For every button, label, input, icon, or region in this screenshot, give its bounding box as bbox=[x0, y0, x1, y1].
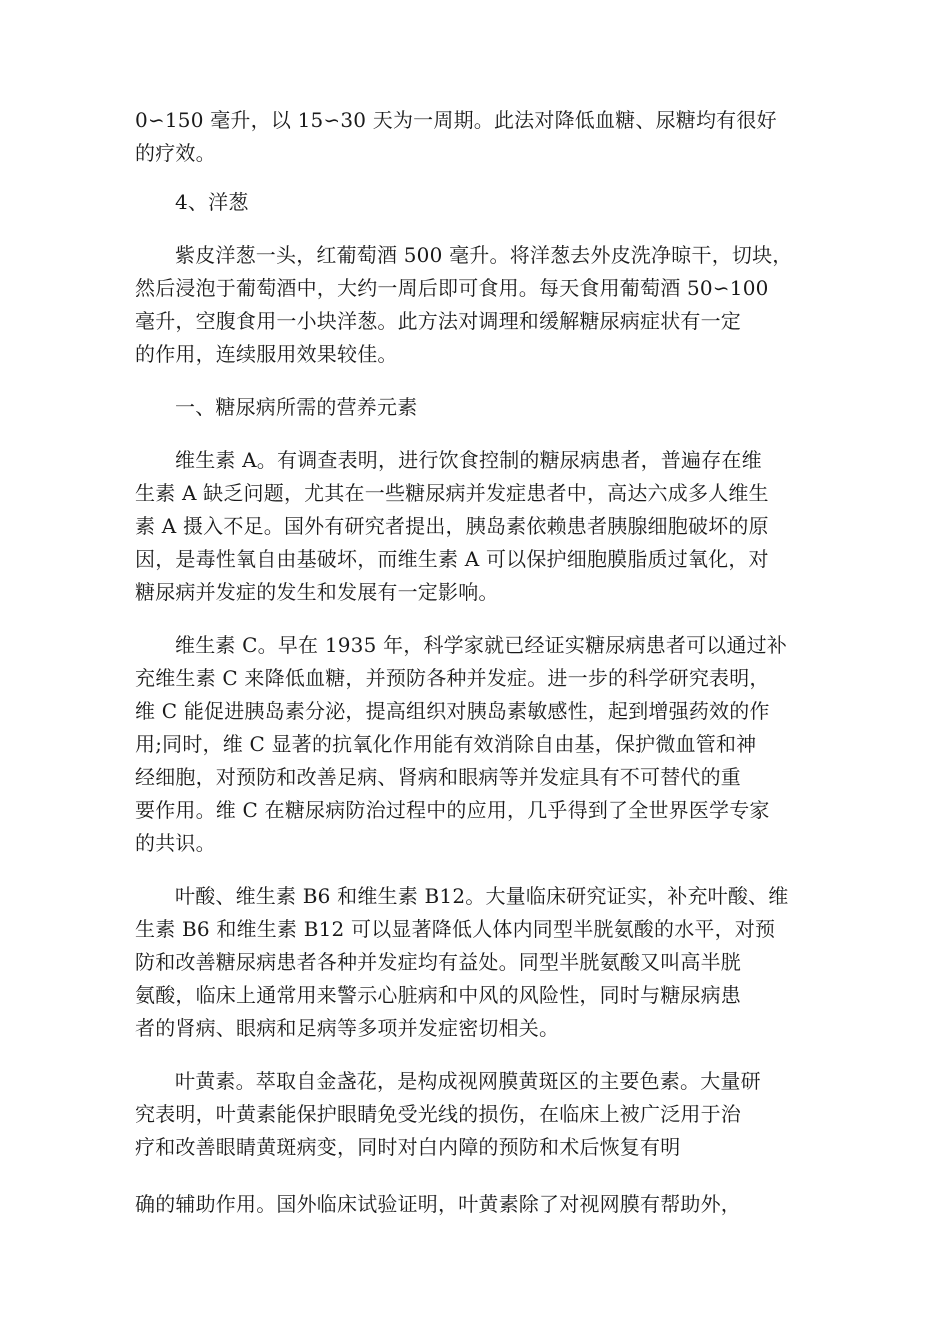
section-heading-onion bbox=[135, 186, 825, 219]
text-line: 然后浸泡于葡萄酒中，大约一周后即可食用。每天食用葡萄酒 50∽100 bbox=[135, 276, 769, 300]
text-line: 毫升，空腹食用一小块洋葱。此方法对调理和缓解糖尿病症状有一定 bbox=[135, 309, 741, 333]
text-line: 经细胞，对预防和改善足病、肾病和眼病等并发症具有不可替代的重 bbox=[135, 765, 741, 789]
text-line: 糖尿病并发症的发生和发展有一定影响。 bbox=[135, 580, 499, 604]
text-line: 4、洋葱 bbox=[175, 190, 249, 214]
text-line: 充维生素 C 来降低血糖，并预防各种并发症。进一步的科学研究表明， bbox=[135, 666, 770, 690]
text-line: 维 C 能促进胰岛素分泌，提高组织对胰岛素敏感性，起到增强药效的作 bbox=[135, 699, 770, 723]
text-line: 的作用，连续服用效果较佳。 bbox=[135, 342, 398, 366]
text-line: 紫皮洋葱一头，红葡萄酒 500 毫升。将洋葱去外皮洗净晾干，切块， bbox=[175, 243, 793, 267]
text-line: 生素 B6 和维生素 B12 可以显著降低人体内同型半胱氨酸的水平，对预 bbox=[135, 917, 776, 941]
text-line: 者的肾病、眼病和足病等多项并发症密切相关。 bbox=[135, 1016, 560, 1040]
text-line: 用;同时，维 C 显著的抗氧化作用能有效消除自由基，保护微血管和神 bbox=[135, 732, 757, 756]
text-line: 生素 A 缺乏问题，尤其在一些糖尿病并发症患者中，高达六成多人维生 bbox=[135, 481, 769, 505]
text-line: 叶酸、维生素 B6 和维生素 B12。大量临床研究证实，补充叶酸、维 bbox=[175, 884, 789, 908]
paragraph-lutein-continued bbox=[135, 1188, 825, 1221]
text-line: 究表明，叶黄素能保护眼睛免受光线的损伤，在临床上被广泛用于治 bbox=[135, 1102, 741, 1126]
text-line: 确的辅助作用。国外临床试验证明，叶黄素除了对视网膜有帮助外， bbox=[135, 1192, 741, 1216]
text-line: 维生素 C。早在 1935 年，科学家就已经证实糖尿病患者可以通过补 bbox=[175, 633, 788, 657]
document-page bbox=[135, 104, 825, 1221]
paragraph-onion-recipe bbox=[135, 239, 825, 371]
text-line: 防和改善糖尿病患者各种并发症均有益处。同型半胱氨酸又叫高半胱 bbox=[135, 950, 741, 974]
text-line: 素 A 摄入不足。国外有研究者提出，胰岛素依赖患者胰腺细胞破坏的原 bbox=[135, 514, 769, 538]
text-line: 0∽150 毫升，以 15∽30 天为一周期。此法对降低血糖、尿糖均有很好 bbox=[135, 108, 777, 132]
paragraph-vitamin-c bbox=[135, 629, 825, 860]
section-heading-nutrients bbox=[135, 391, 825, 424]
text-line: 因，是毒性氧自由基破坏，而维生素 A 可以保护细胞膜脂质过氧化，对 bbox=[135, 547, 769, 571]
text-line: 氨酸，临床上通常用来警示心脏病和中风的风险性，同时与糖尿病患 bbox=[135, 983, 741, 1007]
text-line: 叶黄素。萃取自金盏花，是构成视网膜黄斑区的主要色素。大量研 bbox=[175, 1069, 761, 1093]
paragraph-lutein bbox=[135, 1065, 825, 1164]
paragraph-1 bbox=[135, 104, 825, 170]
paragraph-vitamin-a bbox=[135, 444, 825, 609]
text-line: 的疗效。 bbox=[135, 141, 216, 165]
text-line: 维生素 A。有调查表明，进行饮食控制的糖尿病患者，普遍存在维 bbox=[175, 448, 762, 472]
text-line: 疗和改善眼睛黄斑病变，同时对白内障的预防和术后恢复有明 bbox=[135, 1135, 681, 1159]
text-line: 要作用。维 C 在糖尿病防治过程中的应用，几乎得到了全世界医学专家 bbox=[135, 798, 770, 822]
text-line: 的共识。 bbox=[135, 831, 216, 855]
paragraph-folic-acid-b-vitamins bbox=[135, 880, 825, 1045]
text-line: 一、糖尿病所需的营养元素 bbox=[175, 395, 418, 419]
